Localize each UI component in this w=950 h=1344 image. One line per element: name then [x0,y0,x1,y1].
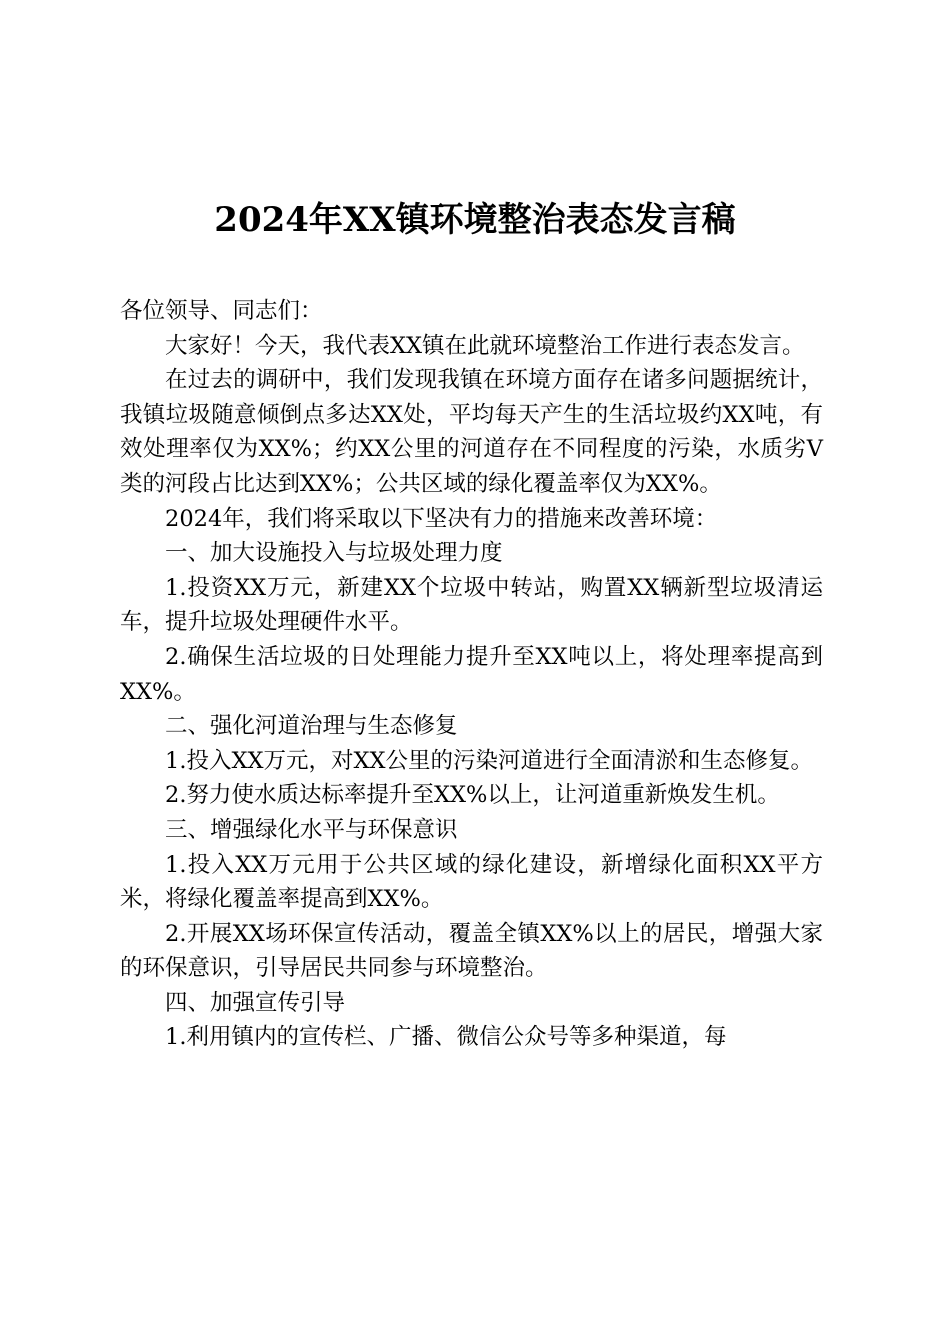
document-title: 2024年XX镇环境整治表态发言稿 [214,200,736,240]
paragraph-measures-intro: 2024年，我们将采取以下坚决有力的措施来改善环境： [165,505,718,532]
list-item-2-2: 2.努力使水质达标率提升至XX%以上，让河道重新焕发生机。 [165,782,780,809]
list-item-3-1: 1.投入XX万元用于公共区域的绿化建设，新增绿化面积XX平方米，将绿化覆盖率提高到XX%。 [120,851,823,913]
paragraph-greeting: 大家好！今天，我代表XX镇在此就环境整治工作进行表态发言。 [165,332,805,359]
list-item-4-1: 1.利用镇内的宣传栏、广播、微信公众号等多种渠道，每 [165,1024,727,1051]
section-heading-1: 一、加大设施投入与垃圾处理力度 [165,540,503,567]
section-heading-2: 二、强化河道治理与生态修复 [165,713,458,740]
list-item-2-1: 1.投入XX万元，对XX公里的污染河道进行全面清淤和生态修复。 [165,747,814,774]
list-item-1-2: 2.确保生活垃圾的日处理能力提升至XX吨以上，将处理率提高到XX%。 [120,643,823,705]
paragraph-problems: 在过去的调研中，我们发现我镇在环境方面存在诸多问题据统计，我镇垃圾随意倾倒点多达XX处，平均每天产生的生活垃圾约XX吨，有效处理率仅为XX%；约XX公里的河道存在不同程度的污染，水质劣V类的河段占比达到XX%；公共区域的绿化覆盖率仅为XX%。 [120,367,823,497]
salutation: 各位领导、同志们： [120,298,323,324]
section-heading-4: 四、加强宣传引导 [165,989,346,1016]
section-heading-3: 三、增强绿化水平与环保意识 [165,816,458,843]
list-item-1-1: 1.投资XX万元，新建XX个垃圾中转站，购置XX辆新型垃圾清运车，提升垃圾处理硬件水平。 [120,574,823,636]
list-item-3-2: 2.开展XX场环保宣传活动，覆盖全镇XX%以上的居民，增强大家的环保意识，引导居民共同参与环境整治。 [120,920,823,982]
document-body [120,294,823,1055]
